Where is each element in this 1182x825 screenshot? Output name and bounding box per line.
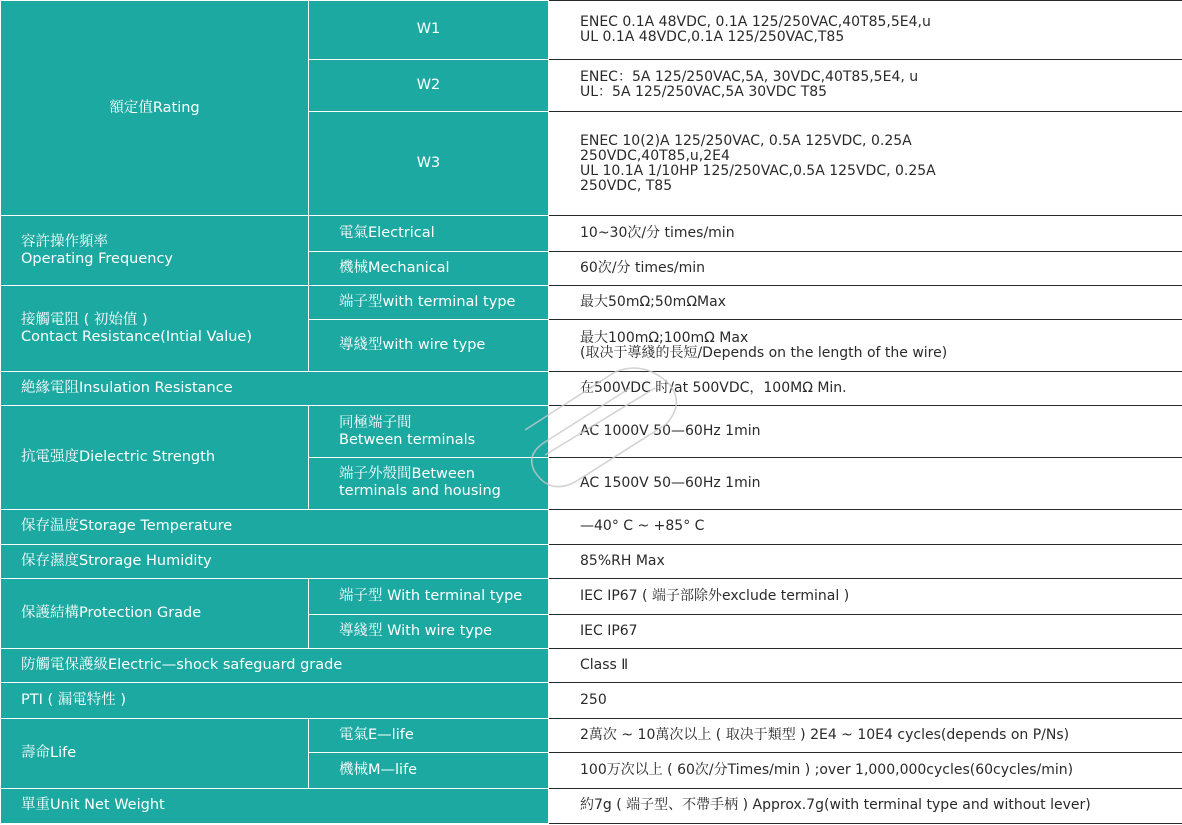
- frequency-label: [1, 216, 309, 286]
- rating-w1-label: W1: [309, 1, 549, 60]
- table-row: [1, 579, 1182, 614]
- label-line: 接觸電阻 ( 初始值 ): [21, 311, 148, 328]
- dielectric-label: 抗電强度Dielectric Strength: [1, 406, 309, 509]
- table-row: [1, 286, 1182, 320]
- label-line: 端子外殼間Between: [339, 466, 475, 483]
- table-row: [1, 372, 1182, 406]
- table-row: [1, 406, 1182, 458]
- table-row: [1, 544, 1182, 578]
- life-mechanical-value: 100万次以上 ( 60次/分Times/min ) ;over 1,000,000cycles(60cycles/min): [549, 753, 1182, 788]
- storage-temperature-label: 保存温度Storage Temperature: [1, 509, 549, 544]
- label-line: 同極端子間: [339, 414, 412, 431]
- table-row: [1, 1, 1182, 60]
- insulation-label: 絶緣電阻Insulation Resistance: [1, 372, 549, 406]
- dielectric-terminals-value: AC 1000V 50—60Hz 1min: [549, 406, 1182, 458]
- value-line: ENEC 10(2)A 125/250VAC, 0.5A 125VDC, 0.25A: [580, 132, 912, 149]
- storage-temperature-value: —40° C ~ +85° C: [549, 509, 1182, 544]
- protection-label: 保護結構Protection Grade: [1, 579, 309, 649]
- contact-wire-label: 導綫型with wire type: [309, 320, 549, 372]
- frequency-electrical-label: 電氣Electrical: [309, 216, 549, 251]
- value-line: 250VDC,40T85,u,2E4: [580, 147, 730, 164]
- contact-wire-value: [549, 320, 1182, 372]
- label-line: Between terminals: [339, 431, 476, 448]
- value-line: UL：5A 125/250VAC,5A 30VDC T85: [580, 84, 828, 101]
- dielectric-housing-label: [309, 457, 549, 509]
- table-row: [1, 683, 1182, 718]
- table-row: [1, 718, 1182, 752]
- rating-w2-label: W2: [309, 59, 549, 112]
- pti-label: PTI ( 漏電特性 ): [1, 683, 549, 718]
- value-line: 最大100mΩ;100mΩ Max: [580, 329, 749, 346]
- protection-wire-label: 導綫型 With wire type: [309, 614, 549, 648]
- label-line: Operating Frequency: [21, 250, 174, 267]
- dielectric-terminals-label: [309, 406, 549, 458]
- table-row: [1, 649, 1182, 683]
- frequency-mechanical-value: 60次/分 times/min: [549, 251, 1182, 285]
- value-line: ENEC 0.1A 48VDC, 0.1A 125/250VAC,40T85,5E4,u: [580, 13, 931, 30]
- label-line: 容許操作頻率: [21, 233, 108, 250]
- shock-grade-value: Class Ⅱ: [549, 649, 1182, 683]
- contact-resistance-label: [1, 286, 309, 372]
- weight-value: 約7g ( 端子型、不帶手柄 ) Approx.7g(with terminal type and without lever): [549, 788, 1182, 823]
- table-row: [1, 788, 1182, 823]
- rating-w1-value: [549, 1, 1182, 60]
- rating-w3-value: [549, 112, 1182, 216]
- value-line: 250VDC, T85: [580, 177, 673, 194]
- value-line: ENEC：5A 125/250VAC,5A, 30VDC,40T85,5E4, u: [580, 69, 919, 86]
- weight-label: 單重Unit Net Weight: [1, 788, 549, 823]
- contact-terminal-value: [549, 286, 1182, 320]
- value-line: UL 10.1A 1/10HP 125/250VAC,0.5A 125VDC, 0.25A: [580, 162, 936, 179]
- protection-terminal-label: 端子型 With terminal type: [309, 579, 549, 614]
- rating-w2-value: [549, 59, 1182, 112]
- storage-humidity-label: 保存濕度Strorage Humidity: [1, 544, 549, 578]
- table-row: [1, 509, 1182, 544]
- pti-value: 250: [549, 683, 1182, 718]
- label-line: terminals and housing: [339, 483, 501, 500]
- value-line: 最大50mΩ;50mΩMax: [580, 294, 726, 311]
- rating-label: 額定值Rating: [1, 1, 309, 216]
- life-electrical-value: 2萬次 ~ 10萬次以上 ( 取决于類型 ) 2E4 ~ 10E4 cycles(depends on P/Ns): [549, 718, 1182, 752]
- contact-terminal-label: 端子型with terminal type: [309, 286, 549, 320]
- protection-wire-value: IEC IP67: [549, 614, 1182, 648]
- frequency-mechanical-label: 機械Mechanical: [309, 251, 549, 285]
- storage-humidity-value: 85%RH Max: [549, 544, 1182, 578]
- life-electrical-label: 電氣E—life: [309, 718, 549, 752]
- life-label: 壽命Life: [1, 718, 309, 788]
- life-mechanical-label: 機械M—life: [309, 753, 549, 788]
- value-line: (取决于導綫的長短/Depends on the length of the wire): [580, 344, 948, 361]
- value-line: UL 0.1A 48VDC,0.1A 125/250VAC,T85: [580, 28, 845, 45]
- frequency-electrical-value: 10~30次/分 times/min: [549, 216, 1182, 251]
- protection-terminal-value: IEC IP67 ( 端子部除外exclude terminal ): [549, 579, 1182, 614]
- rating-w3-label: W3: [309, 112, 549, 216]
- shock-grade-label: 防觸電保護級Electric—shock safeguard grade: [1, 649, 549, 683]
- table-row: [1, 216, 1182, 251]
- insulation-value: 在500VDC 时/at 500VDC，100MΩ Min.: [549, 372, 1182, 406]
- label-line: Contact Resistance(Intial Value): [21, 328, 252, 345]
- dielectric-housing-value: AC 1500V 50—60Hz 1min: [549, 457, 1182, 509]
